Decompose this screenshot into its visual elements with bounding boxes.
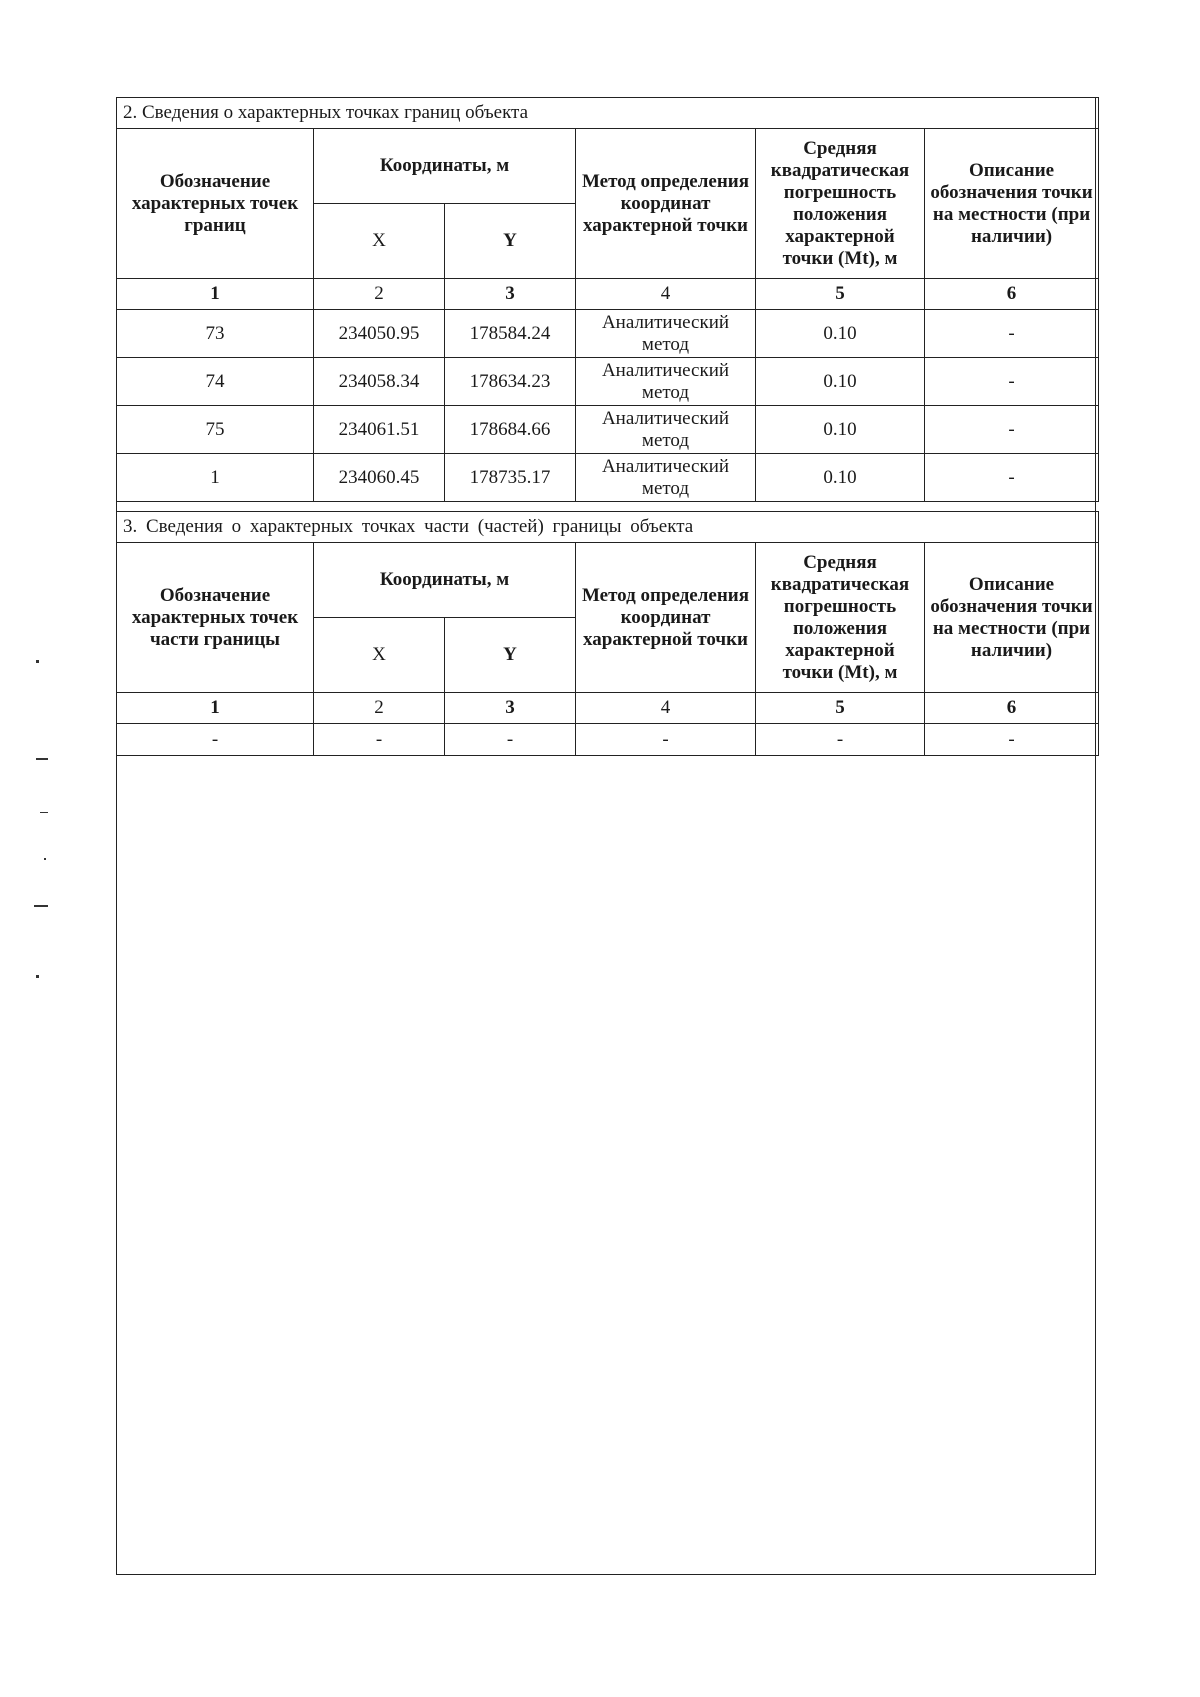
section2-table xyxy=(116,97,1099,502)
description: - xyxy=(925,724,1099,756)
error-value: 0.10 xyxy=(756,406,925,454)
coord-y: 178684.66 xyxy=(445,406,576,454)
header-coordinates: Координаты, м xyxy=(314,543,576,618)
method: Аналитический метод xyxy=(576,406,756,454)
description: - xyxy=(925,406,1099,454)
error-value: 0.10 xyxy=(756,310,925,358)
column-number: 1 xyxy=(117,693,314,724)
column-number: 6 xyxy=(925,693,1099,724)
coord-x: 234058.34 xyxy=(314,358,445,406)
column-number: 2 xyxy=(314,693,445,724)
header-error: Средняя квадратическая погрешность положения характерной точки (Mt), м xyxy=(756,129,925,279)
scan-mark xyxy=(36,660,39,663)
point-number: - xyxy=(117,724,314,756)
header-point-designation: Обозначение характерных точек части границы xyxy=(117,543,314,693)
scan-mark xyxy=(36,758,48,760)
point-number: 74 xyxy=(117,358,314,406)
point-number: 75 xyxy=(117,406,314,454)
method: Аналитический метод xyxy=(576,358,756,406)
coord-y: 178584.24 xyxy=(445,310,576,358)
scan-mark xyxy=(34,905,48,907)
column-number: 4 xyxy=(576,693,756,724)
coord-y: - xyxy=(445,724,576,756)
description: - xyxy=(925,358,1099,406)
method: Аналитический метод xyxy=(576,454,756,502)
error-value: 0.10 xyxy=(756,454,925,502)
header-y: Y xyxy=(445,618,576,693)
column-number: 2 xyxy=(314,279,445,310)
table-row xyxy=(117,358,1099,406)
coord-y: 178735.17 xyxy=(445,454,576,502)
table-row xyxy=(117,310,1099,358)
coord-y: 178634.23 xyxy=(445,358,576,406)
section3-table xyxy=(116,511,1099,756)
header-description: Описание обозначения точки на местности (при наличии) xyxy=(925,129,1099,279)
column-number: 1 xyxy=(117,279,314,310)
point-number: 1 xyxy=(117,454,314,502)
table-row xyxy=(117,724,1099,756)
column-number: 6 xyxy=(925,279,1099,310)
column-number: 4 xyxy=(576,279,756,310)
coord-x: 234050.95 xyxy=(314,310,445,358)
coord-x: 234060.45 xyxy=(314,454,445,502)
header-method: Метод определения координат характерной точки xyxy=(576,543,756,693)
header-point-designation: Обозначение характерных точек границ xyxy=(117,129,314,279)
header-coordinates: Координаты, м xyxy=(314,129,576,204)
description: - xyxy=(925,454,1099,502)
header-x: X xyxy=(314,204,445,279)
scan-mark xyxy=(40,812,48,813)
column-number: 3 xyxy=(445,693,576,724)
coord-x: 234061.51 xyxy=(314,406,445,454)
header-description: Описание обозначения точки на местности (при наличии) xyxy=(925,543,1099,693)
column-numbers-row xyxy=(117,693,1099,724)
column-number: 5 xyxy=(756,279,925,310)
document-frame xyxy=(116,97,1096,1575)
header-x: X xyxy=(314,618,445,693)
method: Аналитический метод xyxy=(576,310,756,358)
section2-title: 2. Сведения о характерных точках границ объекта xyxy=(117,98,1099,129)
scan-mark xyxy=(44,858,46,860)
coord-x: - xyxy=(314,724,445,756)
section3-title: 3. Сведения о характерных точках части (частей) границы объекта xyxy=(117,512,1099,543)
description: - xyxy=(925,310,1099,358)
method: - xyxy=(576,724,756,756)
column-numbers-row xyxy=(117,279,1099,310)
column-number: 5 xyxy=(756,693,925,724)
header-method: Метод определения координат характерной точки xyxy=(576,129,756,279)
scan-mark xyxy=(36,975,39,978)
table-row xyxy=(117,454,1099,502)
header-error: Средняя квадратическая погрешность положения характерной точки (Mt), м xyxy=(756,543,925,693)
error-value: - xyxy=(756,724,925,756)
table-row xyxy=(117,406,1099,454)
point-number: 73 xyxy=(117,310,314,358)
error-value: 0.10 xyxy=(756,358,925,406)
column-number: 3 xyxy=(445,279,576,310)
header-y: Y xyxy=(445,204,576,279)
